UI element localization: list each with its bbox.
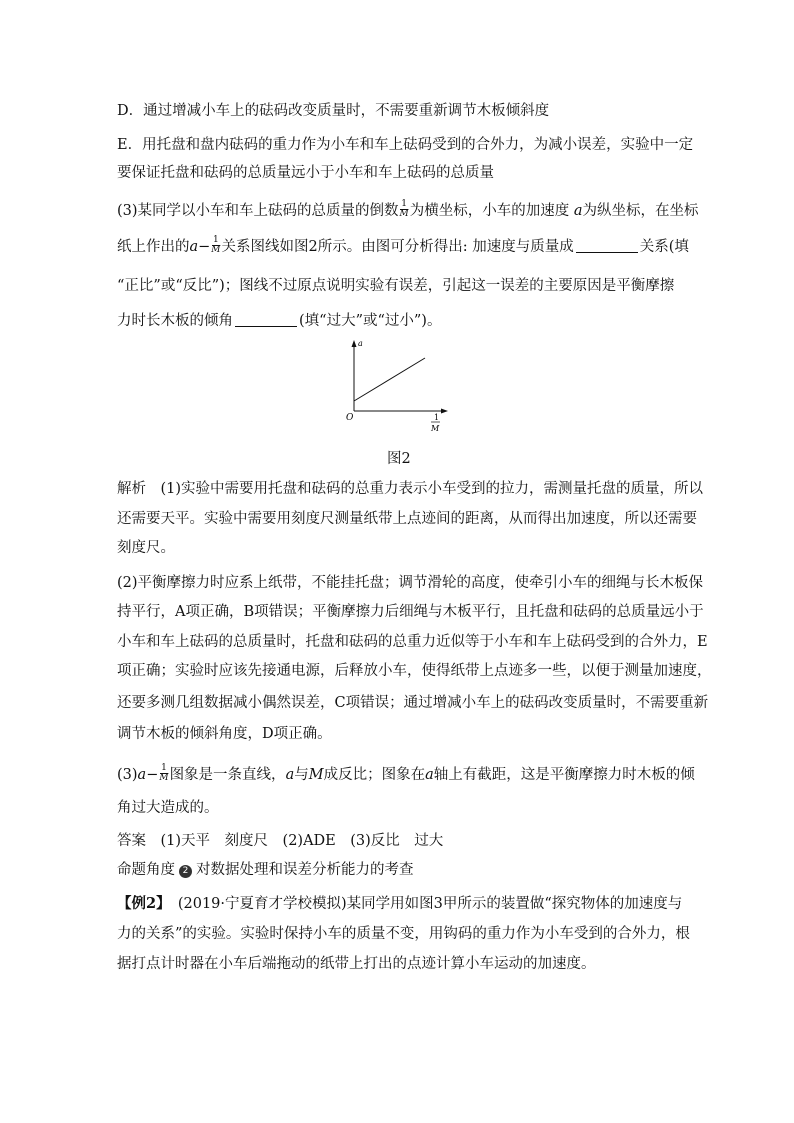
analysis-p2-line5: 还要多测几组数据减小偶然误差，C项错误；通过增减小车上的砝码改变质量时，不需要重新 [117,695,709,711]
question-3-line3: “正比”或“反比”)；图线不过原点说明实验有误差，引起这一误差的主要原因是平衡摩擦 [117,278,675,294]
analysis-p2-line2: 持平行，A项正确，B项错误；平衡摩擦力后细绳与木板平行，且托盘和砝码的总质量远小于 [117,604,704,620]
x-axis-arrow [441,409,448,414]
x-axis-label-den: M [431,424,440,433]
option-e-line2: 要保证托盘和砝码的总质量远小于小车和车上砝码的总质量 [117,165,494,181]
x-axis-label-num: 1 [434,413,440,422]
example-line3: 据打点计时器在小车后端拖动的纸带上打出的点迹计算小车运动的加速度。 [117,956,596,972]
analysis-p1-line3: 刻度尺。 [117,540,175,556]
analysis-p2-line4: 项正确；实验时应该先接通电源，后释放小车，使得纸带上点迹多一些，以便于测量加速度， [117,663,712,679]
analysis-p2-line3: 小车和车上砝码的总质量时，托盘和砝码的总重力近似等于小车和车上砝码受到的合外力，E [117,634,708,650]
question-angle: 命题角度 2 对数据处理和误差分析能力的考查 [117,862,414,878]
example-line2: 力的关系”的实验。实验时保持小车的质量不变，用钩码的重力作为小车受到的合外力，根 [117,926,690,942]
figure-caption: 图2 [387,451,411,467]
question-3-line1: (3)某同学以小车和车上砝码的总质量的倒数 $\frac{1}{M}$ 为横坐标，小车的加速度 a为纵坐标，在坐标 [117,198,699,219]
example-line1: 【例2】 (2019·宁夏育才学校模拟)某同学用如图3甲所示的装置做“探究物体的加速度与 [117,895,683,912]
example-tag: 【例2】 [117,895,164,912]
analysis-p2-line1: (2)平衡摩擦力时应系上纸带，不能挂托盘；调节滑轮的高度，使牵引小车的细绳与长木板保 [117,575,704,591]
answer-blank-1[interactable] [576,238,638,253]
answer-line: 答案 (1)天平 刻度尺 (2)ADE (3)反比 过大 [117,833,444,849]
inverse-m-fraction: $\frac{1}{M}$ [211,234,221,255]
question-3-line2: 纸上作出的a− $\frac{1}{M}$ 关系图线如图2所示。由图可分析得出: 加速度与质量成 关系(填 [117,234,689,255]
analysis-p1-line2: 还需要天平。实验中需要用刻度尺测量纸带上点迹间的距离，从而得出加速度，所以还需要 [117,511,697,527]
origin-label: O [346,413,354,423]
option-e-line1: E．用托盘和盘内砝码的重力作为小车和车上砝码受到的合外力，为减小误差，实验中一定 [117,137,694,153]
y-axis-arrow [352,340,357,347]
y-axis-label: a [358,339,363,348]
figure-2-graph [340,336,450,436]
number-2-icon: 2 [179,865,192,878]
q3-text: (3)某同学以小车和车上砝码的总质量的倒数 [117,203,399,219]
inverse-m-fraction: $\frac{1}{M}$ [159,762,169,783]
analysis-p1-line1: 解析 (1)实验中需要用托盘和砝码的总重力表示小车受到的拉力，需测量托盘的质量，所以 [117,481,704,497]
data-line [354,358,425,401]
inverse-m-fraction: $\frac{1}{M}$ [399,198,409,219]
question-3-line4: 力时长木板的倾角 (填“过大”或“过小”)。 [117,313,442,329]
option-d: D．通过增减小车上的砝码改变质量时，不需要重新调节木板倾斜度 [117,103,550,119]
analysis-p3-line1: (3)a− $\frac{1}{M}$ 图象是一条直线，a与M成反比；图象在a轴上有截距，这是平衡摩擦力时木板的倾 [117,762,695,783]
analysis-p2-line6: 调节木板的倾斜角度，D项正确。 [117,726,332,742]
answer-blank-2[interactable] [235,312,297,327]
analysis-p3-line2: 角过大造成的。 [117,800,219,816]
